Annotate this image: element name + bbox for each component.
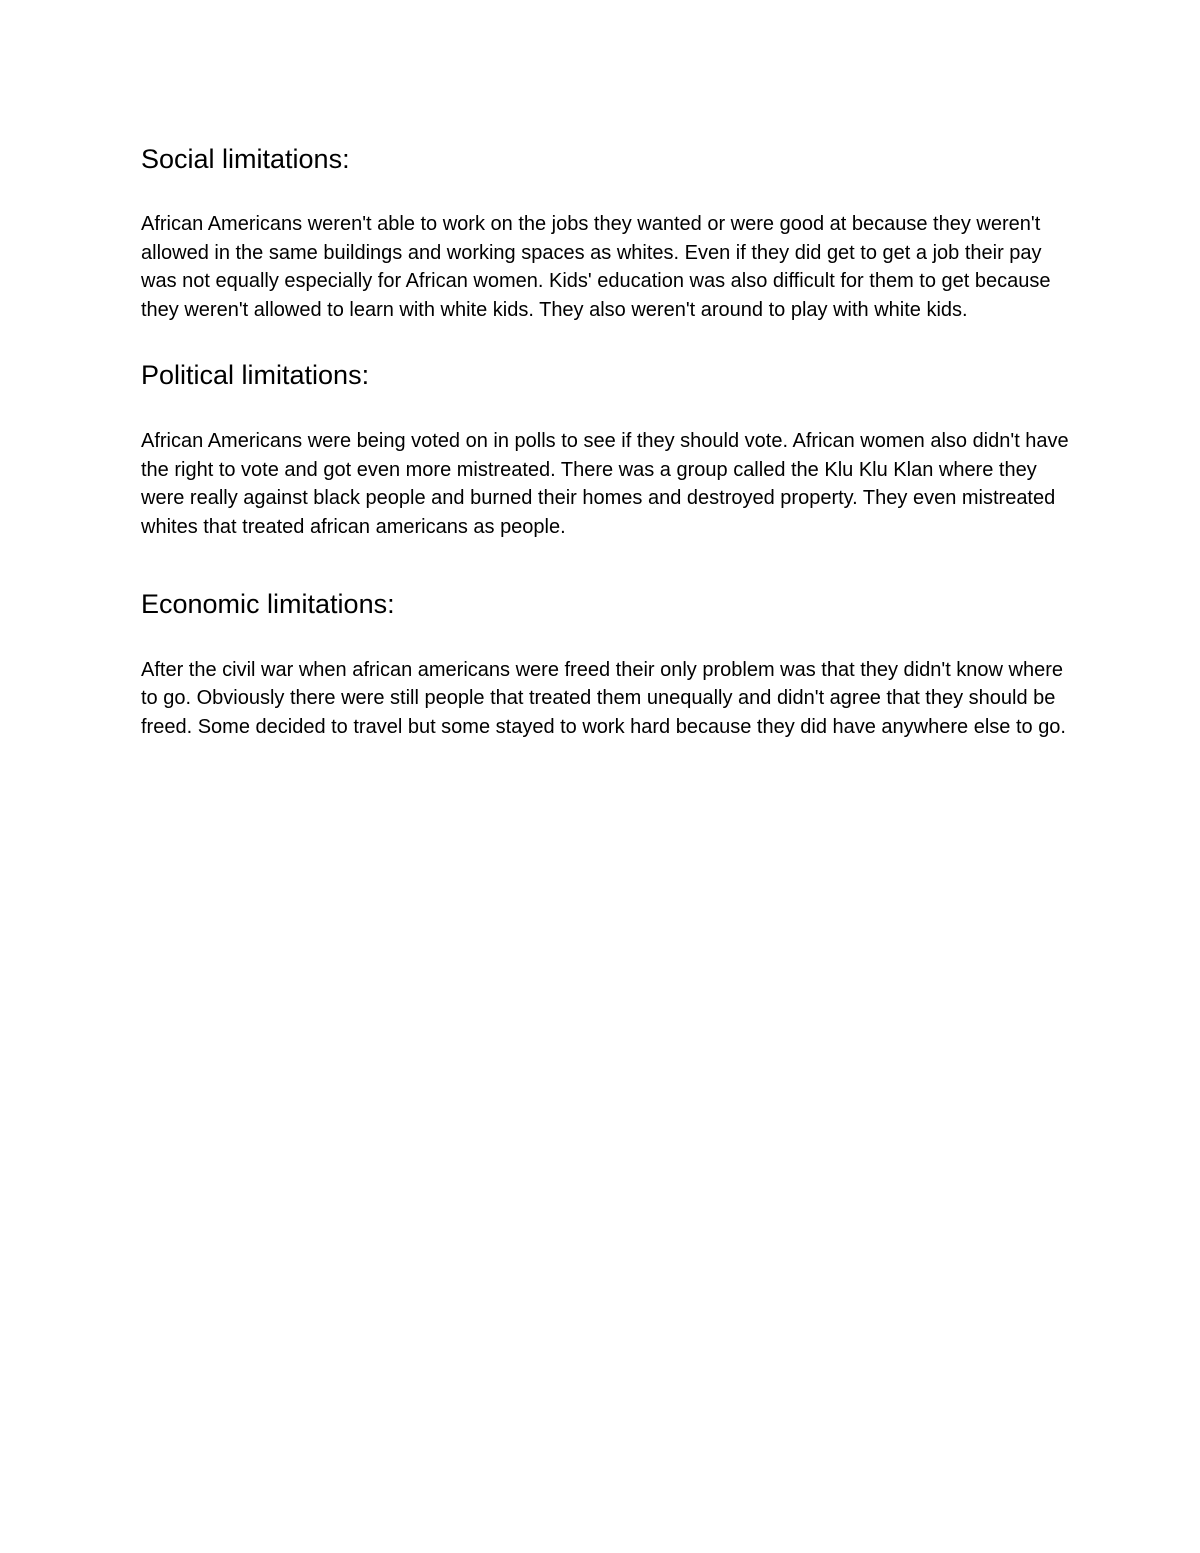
- section-body-social: African Americans weren't able to work on the jobs they wanted or were good at because they weren't allowed in the same buildings and working spaces as whites. Even if they did get to get a job their pay was not equally especially for African women. Kids' education was also difficult for them to get because they weren't allowed to learn with white kids. They also weren't around to play with white kids.: [141, 213, 1051, 322]
- section-body-political: African Americans were being voted on in polls to see if they should vote. African women also didn't have the right to vote and got even more mistreated. There was a group called the Klu Klu Klan where they were really against black people and burned their homes and destroyed property. They even mistreated whites that treated african americans as people.: [141, 429, 1069, 538]
- section-heading-social: Social limitations:: [141, 144, 350, 174]
- section-heading-economic: Economic limitations:: [141, 588, 395, 619]
- section-heading-political: Political limitations:: [141, 359, 370, 390]
- section-body-economic: After the civil war when african americans were freed their only problem was that they didn't know where to go. Obviously there were still people that treated them unequally and didn't agree that they should be freed. Some decided to travel but some stayed to work hard because they did have anywhere else to go.: [141, 658, 1066, 739]
- document-content: [141, 140, 1071, 742]
